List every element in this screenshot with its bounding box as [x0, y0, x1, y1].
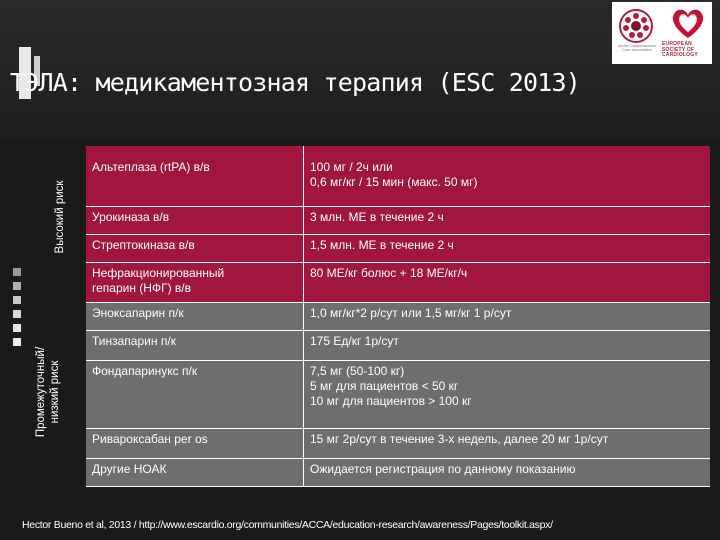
dose-cell: 3 млн. МЕ в течение 2 ч [304, 206, 711, 234]
acca-logo-icon [618, 8, 654, 44]
logos [612, 2, 712, 64]
drug-cell: Ривароксабан per os [86, 428, 304, 458]
dose-cell: 80 МЕ/кг болюс + 18 МЕ/кг/ч [304, 262, 711, 302]
decorative-squares [13, 268, 21, 352]
dose-cell: 1,0 мг/кг*2 р/сут или 1,5 мг/кг 1 р/сут [304, 302, 711, 330]
dose-cell: 15 мг 2р/сут в течение 3-х недель, далее 20 мг 1р/сут [304, 428, 711, 458]
dose-cell: 7,5 мг (50-100 кг) 5 мг для пациентов < 50 кг 10 мг для пациентов > 100 кг [304, 360, 711, 428]
drug-cell: Тинзапарин п/к [86, 330, 304, 360]
low-risk-label [34, 317, 66, 467]
drug-cell: Другие НОАК [86, 458, 304, 486]
table-row [86, 330, 710, 360]
drug-cell: Эноксапарин п/к [86, 302, 304, 330]
esc-logo-text: EUROPEAN SOCIETY OF CARDIOLOGY [662, 41, 698, 58]
footer-citation: Hector Bueno et al, 2013 / http://www.escardio.org/communities/ACCA/education-research/awareness/Pages/toolkit.aspx/ [22, 519, 553, 531]
high-risk-label: Высокий риск [54, 180, 66, 254]
drug-cell: Урокиназа в/в [86, 206, 304, 234]
drug-cell: Фондапаринукс п/к [86, 360, 304, 428]
table-row [86, 302, 710, 330]
table-row [86, 458, 710, 486]
dose-cell: 1,5 млн. МЕ в течение 2 ч [304, 234, 711, 262]
table-row [86, 206, 710, 234]
dose-cell: 175 Ед/кг 1р/сут [304, 330, 711, 360]
therapy-table [86, 146, 710, 487]
drug-cell: Альтеплаза (rtPA) в/в [86, 146, 304, 206]
table-row [86, 360, 710, 428]
drug-cell: Стрептокиназа в/в [86, 234, 304, 262]
slide-title: ТЭЛА: медикаментозная терапия (ESC 2013) [10, 68, 581, 97]
table-row [86, 234, 710, 262]
drug-cell: Нефракционированный гепарин (НФГ) в/в [86, 262, 304, 302]
acca-logo-text: Acute Cardiovascular Care Association [617, 43, 657, 52]
low-risk-label-line1: Промежуточный/ [35, 346, 47, 438]
table-row [86, 428, 710, 458]
table-row [86, 262, 710, 302]
dose-cell: Ожидается регистрация по данному показанию [304, 458, 711, 486]
table-row [86, 146, 710, 206]
low-risk-label-line2: низкий риск [49, 360, 61, 424]
dose-cell: 100 мг / 2ч или 0,6 мг/кг / 15 мин (макс. 50 мг) [304, 146, 711, 206]
esc-heart-logo-icon [670, 6, 706, 40]
